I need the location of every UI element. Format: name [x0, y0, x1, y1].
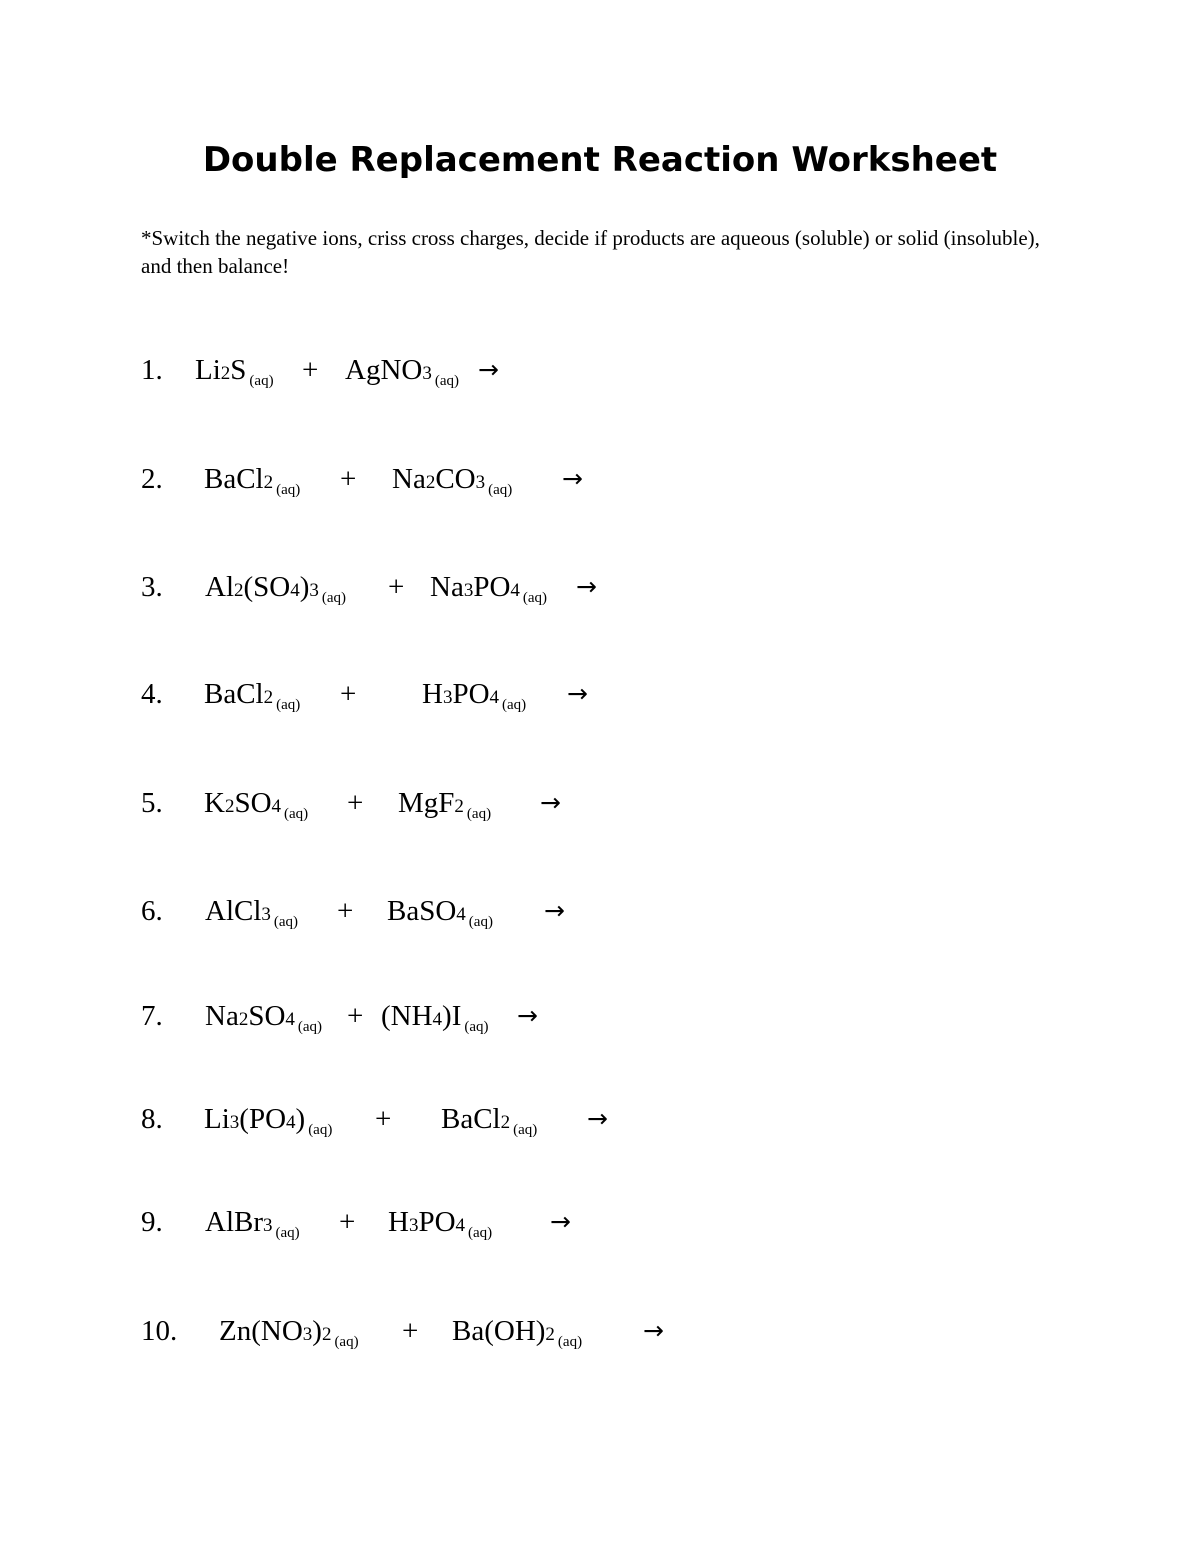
formula-reactant_1 [195, 348, 274, 397]
instructions: *Switch the negative ions, criss cross charges, decide if products are aqueous (soluble) or solid (insoluble), and then balance! [141, 226, 1040, 278]
formula-subscript: 3 [422, 363, 432, 384]
plus-sign: + [339, 1206, 356, 1238]
plus-sign: + [340, 678, 357, 710]
reaction-number: 3. [141, 571, 163, 603]
formula-reactant_2 [430, 565, 547, 614]
formula-text: SO [248, 1000, 286, 1032]
formula-subscript: 3 [475, 472, 486, 493]
formula-subscript: 3 [408, 1215, 419, 1236]
formula-text: H [388, 1206, 409, 1238]
arrow-icon: → [643, 1316, 664, 1345]
reaction-number: 9. [141, 1206, 163, 1238]
state-label: (aq) [488, 482, 513, 498]
formula-text: BaCl [204, 678, 264, 710]
arrow-icon: → [587, 1104, 608, 1133]
reaction-row [0, 672, 1200, 716]
reaction-number: 1. [141, 354, 163, 386]
formula-reactant_1 [204, 672, 300, 721]
state-label: (aq) [468, 1225, 493, 1241]
formula-subscript: 3 [263, 1215, 273, 1236]
state-label: (aq) [557, 1334, 583, 1350]
formula-subscript: 2 [224, 796, 235, 817]
reaction-row [0, 889, 1200, 933]
formula-text: MgF [398, 787, 455, 819]
formula-text: K [204, 787, 225, 819]
reaction-row [0, 994, 1200, 1038]
formula-subscript: 2 [500, 1112, 511, 1133]
formula-subscript: 2 [220, 363, 231, 384]
formula-subscript: 3 [309, 580, 319, 601]
state-label: (aq) [513, 1122, 538, 1138]
state-label: (aq) [434, 373, 459, 389]
reaction-number: 4. [141, 678, 163, 710]
formula-reactant_2 [392, 457, 512, 506]
formula-subscript: 2 [263, 687, 274, 708]
state-label: (aq) [468, 914, 493, 930]
state-label: (aq) [522, 590, 548, 606]
formula-text: ) [299, 571, 310, 603]
formula-text: Na [392, 463, 426, 495]
reaction-number: 2. [141, 463, 163, 495]
formula-text: PO [418, 1206, 456, 1238]
formula-reactant_2 [398, 781, 491, 830]
state-label: (aq) [466, 806, 492, 822]
formula-text: S [230, 354, 247, 386]
formula-text: SO [234, 787, 272, 819]
formula-text: (PO [239, 1103, 287, 1135]
formula-subscript: 2 [321, 1324, 332, 1345]
state-label: (aq) [273, 914, 299, 930]
formula-reactant_2 [422, 672, 526, 721]
formula-reactant_1 [204, 781, 308, 830]
formula-text: Al [205, 571, 234, 603]
formula-reactant_2 [441, 1097, 537, 1146]
formula-text: (SO [243, 571, 291, 603]
formula-subscript: 2 [545, 1324, 555, 1345]
formula-subscript: 3 [442, 687, 453, 708]
formula-text: CO [435, 463, 476, 495]
state-label: (aq) [249, 373, 274, 389]
state-label: (aq) [502, 697, 527, 713]
formula-text: H [422, 678, 443, 710]
formula-subscript: 3 [261, 904, 271, 925]
plus-sign: + [388, 571, 405, 603]
formula-text: AlCl [205, 895, 262, 927]
plus-sign: + [375, 1103, 392, 1135]
formula-text: PO [473, 571, 511, 603]
arrow-icon: → [567, 679, 588, 708]
formula-text: Na [205, 1000, 239, 1032]
formula-reactant_2 [452, 1309, 582, 1358]
formula-text: Li [204, 1103, 230, 1135]
state-label: (aq) [276, 697, 301, 713]
reaction-row [0, 457, 1200, 501]
plus-sign: + [337, 895, 354, 927]
reaction-row [0, 348, 1200, 392]
formula-subscript: 3 [229, 1112, 240, 1133]
formula-text: PO [452, 678, 490, 710]
formula-text: ) [312, 1315, 322, 1347]
formula-subscript: 2 [454, 796, 464, 817]
formula-subscript: 3 [302, 1324, 313, 1345]
reaction-row [0, 565, 1200, 609]
state-label: (aq) [275, 1225, 300, 1241]
formula-reactant_2 [345, 348, 459, 397]
formula-reactant_1 [205, 565, 346, 614]
formula-reactant_1 [219, 1309, 359, 1358]
reaction-number: 7. [141, 1000, 163, 1032]
formula-subscript: 2 [425, 472, 436, 493]
formula-reactant_1 [205, 889, 298, 938]
reaction-number: 8. [141, 1103, 163, 1135]
formula-text: AgNO [345, 354, 423, 386]
formula-reactant_1 [205, 1200, 300, 1249]
formula-subscript: 2 [234, 580, 244, 601]
formula-text: AlBr [205, 1206, 263, 1238]
formula-text: Na [430, 571, 464, 603]
reaction-number: 5. [141, 787, 163, 819]
state-label: (aq) [464, 1019, 489, 1035]
formula-text: Ba(OH) [452, 1315, 546, 1347]
state-label: (aq) [321, 590, 347, 606]
reaction-row [0, 1200, 1200, 1244]
formula-text: )I [442, 1000, 462, 1032]
plus-sign: + [340, 463, 357, 495]
formula-text: BaCl [441, 1103, 501, 1135]
formula-reactant_2 [387, 889, 493, 938]
reaction-row [0, 1309, 1200, 1353]
formula-subscript: 4 [432, 1009, 443, 1030]
formula-reactant_2 [388, 1200, 492, 1249]
formula-text: Li [195, 354, 221, 386]
formula-reactant_2 [381, 994, 489, 1043]
plus-sign: + [402, 1315, 419, 1347]
formula-reactant_1 [204, 457, 300, 506]
formula-subscript: 2 [263, 472, 274, 493]
arrow-icon: → [562, 464, 583, 493]
page-title: Double Replacement Reaction Worksheet [202, 140, 998, 180]
arrow-icon: → [550, 1207, 571, 1236]
formula-subscript: 4 [271, 796, 282, 817]
plus-sign: + [347, 1000, 364, 1032]
arrow-icon: → [540, 788, 561, 817]
state-label: (aq) [334, 1334, 359, 1350]
formula-subscript: 3 [463, 580, 474, 601]
state-label: (aq) [284, 806, 309, 822]
formula-subscript: 4 [286, 1112, 296, 1133]
formula-subscript: 4 [290, 580, 300, 601]
formula-reactant_1 [205, 994, 322, 1043]
reaction-number: 10. [141, 1315, 178, 1347]
formula-reactant_1 [204, 1097, 332, 1146]
arrow-icon: → [544, 896, 565, 925]
formula-text: ) [295, 1103, 306, 1135]
formula-text: BaSO [387, 895, 457, 927]
formula-text: BaCl [204, 463, 264, 495]
formula-text: (NH [381, 1000, 433, 1032]
formula-subscript: 4 [285, 1009, 295, 1030]
formula-subscript: 4 [510, 580, 520, 601]
reaction-row [0, 1097, 1200, 1141]
plus-sign: + [302, 354, 319, 386]
arrow-icon: → [576, 572, 597, 601]
formula-subscript: 4 [489, 687, 500, 708]
formula-subscript: 4 [455, 1215, 466, 1236]
formula-text: Zn(NO [219, 1315, 303, 1347]
arrow-icon: → [478, 355, 499, 384]
plus-sign: + [347, 787, 364, 819]
state-label: (aq) [276, 482, 301, 498]
formula-subscript: 2 [238, 1009, 249, 1030]
reaction-row [0, 781, 1200, 825]
state-label: (aq) [297, 1019, 323, 1035]
state-label: (aq) [308, 1122, 333, 1138]
arrow-icon: → [517, 1001, 538, 1030]
reaction-number: 6. [141, 895, 163, 927]
formula-subscript: 4 [456, 904, 466, 925]
